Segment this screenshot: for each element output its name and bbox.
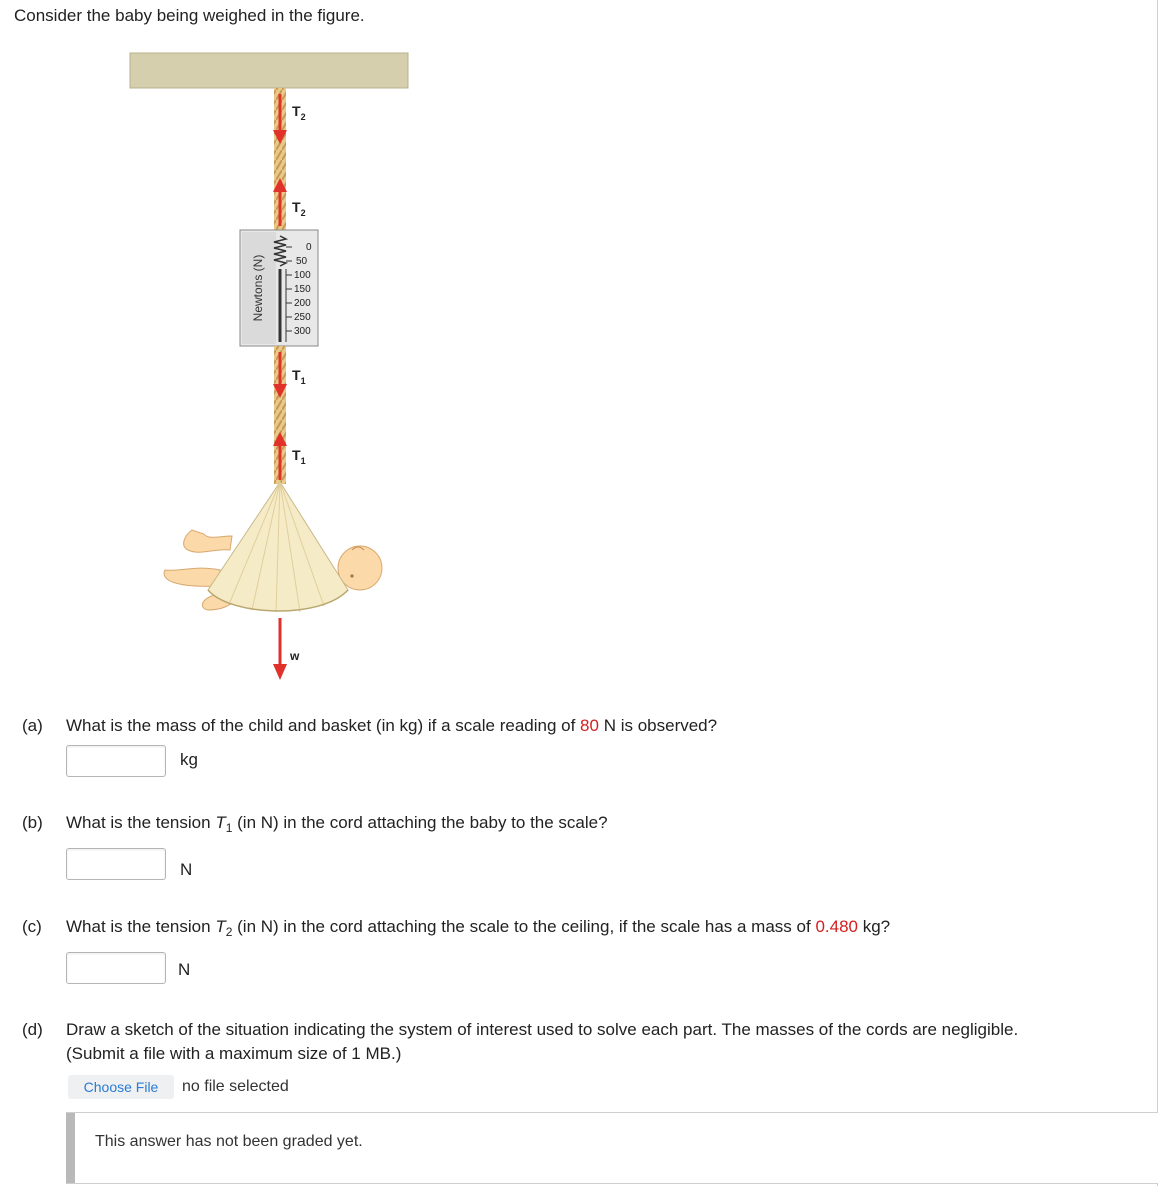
answer-c-unit: N [178,960,191,979]
baby [164,482,382,612]
question-c-text-before: What is the tension [66,917,211,936]
question-a-label: (a) [22,716,43,735]
spring-scale [240,230,318,346]
svg-text:T1: $T_1$ [292,367,306,386]
question-b [22,813,608,835]
graded-note-box [66,1112,1158,1184]
svg-text:T1: $T_1$ [292,447,306,466]
intro-text: Consider the baby being weighed in the figure. [14,6,365,25]
label-t1-top: T [292,367,301,383]
question-b-text-after: (in N) in the cord attaching the baby to the scale? [237,813,608,832]
question-d-line1: Draw a sketch of the situation indicating the system of interest used to solve each part. The masses of the cords are negligible. [66,1020,1019,1039]
tick-0: 0 [306,242,312,253]
label-w: w [290,649,300,663]
question-c-value: 0.480 [815,917,858,936]
question-a [22,716,717,736]
tick-100: 100 [294,270,311,281]
no-file-status: no file selected [182,1078,289,1095]
label-t2-mid: T [292,199,301,215]
tick-150: 150 [294,284,311,295]
graded-note-bar [66,1113,75,1183]
answer-a-input[interactable] [66,745,166,777]
question-c-var: T [215,917,226,936]
answer-c-input[interactable] [66,952,166,984]
question-d [22,1020,1018,1040]
question-c-var-sub: 2 [225,925,233,939]
tick-300: 300 [294,326,311,337]
question-c [22,917,890,939]
question-d-label: (d) [22,1020,43,1039]
question-b-var: T [215,813,226,832]
baby-scale-figure [120,50,440,690]
question-a-text-after: N is observed? [603,716,718,735]
svg-text:T2: $T_2$ [292,103,306,122]
tick-50: 50 [296,256,308,267]
ceiling [130,53,408,88]
label-t2-top: T [292,103,301,119]
question-a-value: 80 [580,716,599,735]
answer-b-input[interactable] [66,848,166,880]
question-c-text-mid: (in N) in the cord attaching the scale to the ceiling, if the scale has a mass of [237,917,811,936]
question-b-var-sub: 1 [225,821,233,835]
scale-label: Newtons (N) [251,254,265,322]
question-c-label: (c) [22,917,42,936]
question-d-line2: (Submit a file with a maximum size of 1 MB.) [66,1044,402,1063]
question-c-text-after: kg? [862,917,891,936]
choose-file-button[interactable]: Choose File [68,1075,174,1099]
svg-text:T2: $T_2$ [292,199,306,218]
question-a-text-before: What is the mass of the child and basket (in kg) if a scale reading of [66,716,576,735]
graded-note-text: This answer has not been graded yet. [95,1133,363,1150]
answer-a-unit: kg [180,750,198,769]
label-t1-bottom: T [292,447,301,463]
question-b-label: (b) [22,813,43,832]
question-b-text-before: What is the tension [66,813,211,832]
answer-b-unit: N [180,860,193,879]
tick-200: 200 [294,298,311,309]
tick-250: 250 [294,312,311,323]
